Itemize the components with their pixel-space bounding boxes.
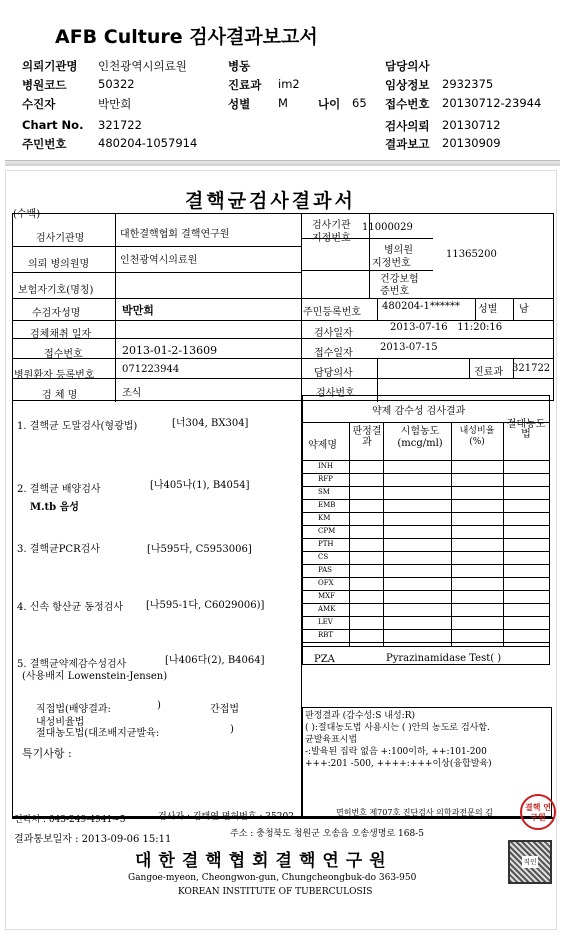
grid-value-patient-no: 071223944 <box>122 364 180 375</box>
grid-label-hospital-code-b: 지정번호 <box>372 258 411 269</box>
institution-stamp: 직인 <box>508 840 552 884</box>
sensitivity-title: 약제 감수성 검사결과 <box>372 406 466 417</box>
grid-label-doctor: 담당의사 <box>314 368 353 379</box>
drug-inh: INH <box>318 462 333 470</box>
header-l1-row-1: 의뢰기관명 <box>22 59 78 73</box>
header-v1-row-5: 480204-1057914 <box>98 136 198 150</box>
grid-label-test-no: 검사번호 <box>316 388 355 399</box>
grid-value-receipt-date: 2013-07-15 <box>380 342 438 353</box>
grid-value-name: 박만희 <box>122 304 154 317</box>
test-4-code: [나595-1다, C6029006)] <box>146 600 265 611</box>
header-l1-row-5: 주민번호 <box>22 137 67 151</box>
drug-ofx: OFX <box>318 579 334 587</box>
drug-rfp: RFP <box>318 475 333 483</box>
header-v1-row-2: 50322 <box>98 77 135 91</box>
pza-label: PZA <box>314 654 335 665</box>
test-3-code: [나595다, C5953006] <box>147 544 252 555</box>
method-direct: 직접법(배양결과: <box>36 704 111 715</box>
grid-value-test-date: 2013-07-16 11:20:16 <box>390 322 503 333</box>
test-5-code: [나406다(2), B4064] <box>165 655 265 666</box>
grid-label-rrn: 주민등록번호 <box>303 307 361 318</box>
note-line-4: -:발육된 집락 없음 +:100이하, ++:101-200 <box>305 747 487 757</box>
test-3-label: 3. 결핵균PCR검사 <box>17 544 100 555</box>
note-line-1: 판정결과 (감수성:S 내성:R) <box>305 711 415 721</box>
sens-header-ratio: 내성비율(%) <box>459 426 495 447</box>
note-line-3: 균발육표시법 <box>305 735 358 745</box>
grid-value-sex: 남 <box>519 304 529 315</box>
header-v2-row-3: M <box>278 96 288 110</box>
header-v4-row-5: 20130909 <box>442 136 501 150</box>
header-l2-row-1: 병동 <box>228 59 251 73</box>
grid-label-dept: 진료과 <box>474 367 503 378</box>
test-4-label: 4. 신속 항산균 동정검사 <box>17 602 124 613</box>
footer-org: 대한결핵협회결핵연구원 <box>135 851 393 871</box>
header-l2-row-3: 성별 <box>228 97 251 111</box>
grid-label-agency: 검사기관명 <box>36 233 85 244</box>
drug-emb: EMB <box>318 501 336 509</box>
note-line-5: +++:201 -500, ++++:+++이상(융합발육) <box>305 759 492 769</box>
note-line-2: ( ):절대농도법 사용시는 ( )안의 농도로 검사함. <box>305 723 490 733</box>
report-title: AFB Culture 검사결과보고서 <box>55 26 318 48</box>
grid-label-insurer: 보험자기호(명칭) <box>18 285 94 296</box>
grid-value-rrn: 480204-1****** <box>382 301 460 312</box>
header-l2-row-2: 진료과 <box>228 78 262 92</box>
header-v1-row-4: 321722 <box>98 118 142 132</box>
grid-label-specimen: 검 체 명 <box>42 390 78 401</box>
header-v1-row-3: 박만희 <box>98 97 132 111</box>
header-l4-row-5: 결과보고 <box>385 137 430 151</box>
footer-address: 주소 : 충청북도 청원군 오송읍 오송생명로 168-5 <box>230 829 424 839</box>
grid-value-agency-code: 11000029 <box>362 222 413 233</box>
test-1-label: 1. 결핵균 도말검사(형광법) <box>17 421 138 432</box>
sens-header-result: 판정결과 <box>352 426 382 448</box>
grid-value-hospital-code: 11365200 <box>446 249 497 260</box>
header-l1-row-4: Chart No. <box>22 118 84 132</box>
header-l4-row-3: 접수번호 <box>385 97 430 111</box>
drug-pth: PTH <box>318 540 334 548</box>
drug-cpm: CPM <box>318 527 336 535</box>
drug-rbt: RBT <box>318 631 334 639</box>
grid-label-receipt-no: 접수번호 <box>44 349 83 360</box>
grid-label-collect-date: 검체채취 일자 <box>30 329 92 340</box>
method-ratio: 내성비율법 <box>36 717 85 728</box>
header-v1-row-1: 인천광역시의료원 <box>98 59 187 73</box>
grid-label-insurance-b: 증번호 <box>380 286 409 297</box>
test-2-code: [나405나(1), B4054] <box>150 480 250 491</box>
header-v4-row-2: 2932375 <box>442 77 494 91</box>
drug-km: KM <box>318 514 331 522</box>
grid-label-agency-code-a: 검사기관 <box>312 220 351 231</box>
test-2-result: M.tb 음성 <box>30 502 79 513</box>
drug-lev: LEV <box>318 618 333 626</box>
sens-header-drug: 약제명 <box>308 440 337 451</box>
header-l4-row-2: 임상정보 <box>385 78 430 92</box>
footer-address-en: Gangoe-myeon, Cheongwon-gun, Chungcheongbuk-do 363-950 <box>128 873 417 883</box>
grid-label-hospital-code-a: 병의원 <box>384 245 413 256</box>
grid-value-hospital: 인천광역시의료원 <box>120 255 198 266</box>
footer-license: 면허번호 제707호 진단검사 의학과전문의 김 <box>336 808 493 817</box>
header-v2-row-2: im2 <box>278 77 300 91</box>
grid-label-sex: 성별 <box>478 304 498 315</box>
method-absolute-close: ) <box>230 724 234 735</box>
footer-org-en: KOREAN INSTITUTE OF TUBERCULOSIS <box>178 887 373 897</box>
drug-sm: SM <box>318 488 330 496</box>
test-1-code: [너304, BX304] <box>172 418 249 429</box>
grid-label-agency-code-b: 지정번호 <box>312 233 351 244</box>
footer-phone: 연락처 : 043-249-4941~5 <box>14 815 126 825</box>
header-l4-row-4: 검사의뢰 <box>385 119 430 133</box>
drug-amk: AMK <box>318 605 336 613</box>
test-5-medium: (사용배지 Lowenstein-Jensen) <box>22 671 168 682</box>
grid-label-name: 수검자성명 <box>32 308 81 319</box>
sens-header-absolute: 절대농도법 <box>506 419 546 440</box>
pza-text: Pyrazinamidase Test( ) <box>386 653 502 664</box>
header-v4-row-4: 20130712 <box>442 118 501 132</box>
footer-inspector: 검사자 : 김태연 면허번호 : 35202 <box>158 812 294 822</box>
grid-label-insurance-a: 건강보험 <box>380 274 419 285</box>
header-l3-row-3: 나이 <box>318 97 341 111</box>
grid-value-specimen: 조식 <box>122 388 142 399</box>
drug-pas: PAS <box>318 566 332 574</box>
drug-mxf: MXF <box>318 592 336 600</box>
header-l4-row-1: 담당의사 <box>385 59 430 73</box>
method-indirect: 간접법 <box>210 704 239 715</box>
header-l1-row-2: 병원코드 <box>22 78 67 92</box>
grid-label-patient-no: 병원환자 등록번호 <box>14 370 95 381</box>
test-2-label: 2. 결핵균 배양검사 <box>17 484 101 495</box>
special-notes-label: 특기사항 : <box>22 747 72 760</box>
test-5-label: 5. 결핵균약제감수성검사 <box>17 659 127 670</box>
grid-value-receipt-no: 2013-01-2-13609 <box>122 344 218 357</box>
header-l1-row-3: 수진자 <box>22 97 56 111</box>
separator <box>5 160 560 166</box>
doc-title: 결핵균검사결과서 <box>185 190 356 212</box>
grid-label-test-date: 검사일자 <box>314 328 353 339</box>
header-v4-row-3: 20130712-23944 <box>442 96 542 110</box>
sens-header-concentration: 시험농도(mcg/ml) <box>397 426 443 449</box>
official-seal: 결핵 연구원 <box>520 794 556 830</box>
method-direct-close: ) <box>157 700 161 711</box>
footer-date: 결과통보일자 : 2013-09-06 15:11 <box>14 834 172 845</box>
header-v3-row-3: 65 <box>352 96 367 110</box>
drug-cs: CS <box>318 553 329 561</box>
grid-label-hospital: 의뢰 병의원명 <box>28 259 90 270</box>
method-absolute: 절대농도법(대조배지균발육: <box>36 728 160 739</box>
grid-value-agency: 대한결핵협회 결핵연구원 <box>120 229 230 240</box>
doc-tag: (수백) <box>13 209 41 220</box>
grid-value-dept: 321722 <box>512 363 551 374</box>
grid-label-receipt-date: 접수일자 <box>314 348 353 359</box>
